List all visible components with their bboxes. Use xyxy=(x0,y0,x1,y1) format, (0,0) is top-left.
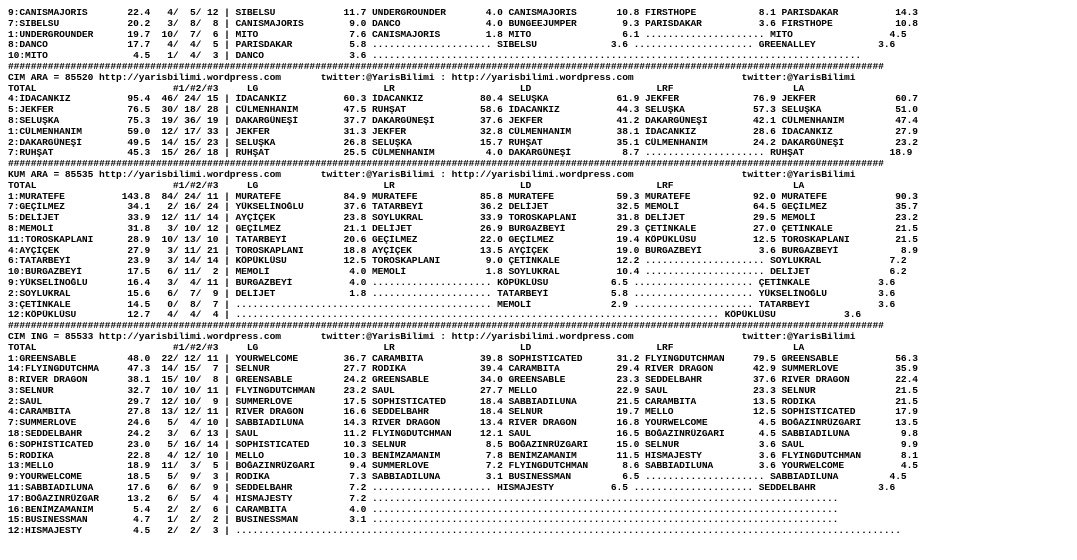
text-line: 5:DELİJET 33.9 12/ 11/ 14 | AYÇİÇEK 23.8 SOYLUKRAL 33.9 TOROSKAPLANI 31.8 DELİJET 29.5 MEMOLİ 23.2 xyxy=(8,213,918,224)
text-line: 10:MITO 4.5 1/ 4/ 3 | DANCO 3.6 ...................................................................................... xyxy=(8,51,862,62)
text-line: 3:SELNUR 32.7 10/ 10/ 11 | FLYINGDUTCHMAN 23.2 SAUL 27.7 MELLO 22.9 SAUL 23.3 SELNUR 21.5 xyxy=(8,385,918,396)
text-line: 9:YÜKSELİNOĞLU 16.4 3/ 4/ 11 | BURGAZBEYİ 4.0 ..................... KÖPÜKLÜSU 6.5 ..................... ÇETİNKALE 3.6 xyxy=(8,277,896,288)
text-line: 1:UNDERGROUNDER 19.7 10/ 7/ 6 | MITO 7.6 CANISMAJORIS 1.8 MITO 6.1 ..................... MITO 4.5 xyxy=(8,29,907,40)
text-line: 2:SAUL 29.7 12/ 10/ 9 | SUMMERLOVE 17.5 SOPHISTICATED 18.4 SABBIADILUNA 21.5 CARAMBITA 13.5 RODIKA 21.5 xyxy=(8,396,918,407)
text-line: 1:GREENSABLE 48.0 22/ 12/ 11 | YOURWELCOME 36.7 CARAMBITA 39.8 SOPHISTICATED 31.2 FLYINGDUTCHMAN 79.5 GREENSABLE 56.3 xyxy=(8,353,918,364)
text-line: 4:CARAMBITA 27.8 13/ 12/ 11 | RIVER DRAGON 16.6 SEDDELBAHR 18.4 SELNUR 19.7 MELLO 12.5 SOPHISTICATED 17.9 xyxy=(8,407,918,418)
text-line: 7:SIBELSU 20.2 3/ 8/ 8 | CANISMAJORIS 9.0 DANCO 4.0 BUNGEEJUMPER 9.3 PARISDAKAR 3.6 FIRSTHOPE 10.8 xyxy=(8,18,918,29)
text-line: 11:TOROSKAPLANI 28.9 10/ 13/ 10 | TATARBEYİ 20.6 GEÇİLMEZ 22.0 GEÇİLMEZ 19.4 KÖPÜKLÜSU 12.5 TOROSKAPLANI 21.5 xyxy=(8,234,918,245)
text-line: ########################################################################################################################################################## xyxy=(8,61,884,72)
text-line: 6:SOPHISTICATED 23.0 5/ 16/ 14 | SOPHISTICATED 10.3 SELNUR 8.5 BOĞAZINRÜZGARI 15.0 SELNUR 3.6 SAUL 9.9 xyxy=(8,439,918,450)
text-line: 12:HISMAJESTY 4.5 2/ 2/ 3 | ..................................................................................................................... xyxy=(8,526,901,537)
text-line: ########################################################################################################################################################## xyxy=(8,321,884,332)
text-line: 12:KÖPÜKLÜSU 12.7 4/ 4/ 4 | ..................................................................................... KÖPÜKLÜSU 3.6 xyxy=(8,310,862,321)
text-line: 2:SOYLUKRAL 15.6 6/ 7/ 9 | DELİJET 1.8 ..................... TATARBEYİ 5.8 ..................... YÜKSELİNOĞLU 3.6 xyxy=(8,288,896,299)
text-line: 9:YOURWELCOME 18.5 5/ 9/ 3 | RODIKA 7.3 SABBIADILUNA 3.1 BUSINESSMAN 6.5 ..................... SABBIADILUNA 4.5 xyxy=(8,472,907,483)
text-line: 1:MURATEFE 143.8 84/ 24/ 11 | MURATEFE 84.9 MURATEFE 85.8 MURATEFE 59.3 MURATEFE 92.0 MURATEFE 90.3 xyxy=(8,191,918,202)
text-line: 11:SABBIADILUNA 17.6 6/ 6/ 9 | SEDDELBAHR 7.2 ..................... HISMAJESTY 6.5 ..................... SEDDELBAHR 3.6 xyxy=(8,483,896,494)
text-line: 17:BOĞAZINRÜZGAR 13.2 6/ 5/ 4 | HISMAJESTY 7.2 .................................................................................. xyxy=(8,493,839,504)
text-line: 18:SEDDELBAHR 24.2 3/ 6/ 13 | SAUL 11.2 FLYINGDUTCHMAN 12.1 SAUL 16.5 BOĞAZINRÜZGARI 4.5 SABBIADILUNA 9.8 xyxy=(8,429,918,440)
text-line: CIM ING = 85533 http://yarisbilimi.wordpress.com twitter:@YarisBilimi : http://yarisbilimi.wordpress.com twitter:@YarisBilimi xyxy=(8,331,856,342)
text-line: ########################################################################################################################################################## xyxy=(8,159,884,170)
text-line: KUM ARA = 85535 http://yarisbilimi.wordpress.com twitter:@YarisBilimi : http://yarisbilimi.wordpress.com twitter:@YarisBilimi xyxy=(8,169,856,180)
text-line: 4:AYÇİÇEK 27.9 3/ 11/ 21 | TOROSKAPLANI 18.8 AYÇİÇEK 13.5 AYÇİÇEK 19.0 BURGAZBEYİ 3.6 BURGAZBEYİ 8.9 xyxy=(8,245,918,256)
text-line: 6:TATARBEYİ 23.9 3/ 14/ 14 | KÖPÜKLÜSU 12.5 TOROSKAPLANI 9.0 ÇETİNKALE 12.2 ..................... SOYLUKRAL 7.2 xyxy=(8,256,907,267)
text-line: 1:CÜLMENHANIM 59.0 12/ 17/ 33 | JEKFER 31.3 JEKFER 32.8 CÜLMENHANIM 38.1 İDACANKIZ 28.6 İDACANKIZ 27.9 xyxy=(8,126,918,137)
text-line: 8:MEMOLİ 31.8 3/ 10/ 12 | GEÇİLMEZ 21.1 DELİJET 26.9 BURGAZBEYİ 29.3 ÇETİNKALE 27.0 ÇETİNKALE 21.5 xyxy=(8,223,918,234)
text-line: 8:RIVER DRAGON 38.1 15/ 10/ 8 | GREENSABLE 24.2 GREENSABLE 34.0 GREENSABLE 23.3 SEDDELBAHR 37.6 RIVER DRAGON 22.4 xyxy=(8,375,918,386)
text-line: 15:BUSINESSMAN 4.7 1/ 2/ 2 | BUSINESSMAN 3.1 .................................................................................. xyxy=(8,515,839,526)
text-line: 14:FLYINGDUTCHMA 47.3 14/ 15/ 7 | SELNUR 27.7 RODIKA 39.4 CARAMBITA 29.4 RIVER DRAGON 42.9 SUMMERLOVE 35.9 xyxy=(8,364,918,375)
text-line: 9:CANISMAJORIS 22.4 4/ 5/ 12 | SIBELSU 11.7 UNDERGROUNDER 4.0 CANISMAJORIS 10.8 FIRSTHOPE 8.1 PARISDAKAR 14.3 xyxy=(8,8,918,18)
text-line: 7:GEÇİLMEZ 34.1 2/ 16/ 24 | YÜKSELİNOĞLU 37.6 TATARBEYİ 36.2 DELİJET 32.5 MEMOLİ 64.5 GEÇİLMEZ 35.7 xyxy=(8,202,918,213)
text-line: TOTAL #1/#2/#3 LG LR LD LRF LA xyxy=(8,180,805,191)
text-line: 8:DANCO 17.7 4/ 4/ 5 | PARISDAKAR 5.8 ..................... SIBELSU 3.6 ..................... GREENALLEY 3.6 xyxy=(8,40,896,51)
text-line: 2:DAKARGÜNEŞİ 49.5 14/ 15/ 23 | SELUŞKA 26.8 SELUŞKA 15.7 RUHŞAT 35.1 CÜLMENHANIM 24.2 DAKARGÜNEŞİ 23.2 xyxy=(8,137,918,148)
text-line: TOTAL #1/#2/#3 LG LR LD LRF LA xyxy=(8,342,805,353)
text-line: 7:SUMMERLOVE 24.6 5/ 4/ 10 | SABBIADILUNA 14.3 RIVER DRAGON 13.4 RIVER DRAGON 16.8 YOURWELCOME 4.5 BOĞAZINRÜZGARI 13.5 xyxy=(8,418,918,429)
text-line: 5:JEKFER 76.5 30/ 18/ 28 | CÜLMENHANIM 47.5 RUHŞAT 58.6 İDACANKIZ 44.3 SELUŞKA 57.3 SELUŞKA 51.0 xyxy=(8,105,918,116)
text-line: 10:BURGAZBEYİ 17.5 6/ 11/ 2 | MEMOLİ 4.0 MEMOLİ 1.8 SOYLUKRAL 10.4 ..................... DELİJET 6.2 xyxy=(8,267,907,278)
text-line: CIM ARA = 85520 http://yarisbilimi.wordpress.com twitter:@YarisBilimi : http://yarisbilimi.wordpress.com twitter:@YarisBilimi xyxy=(8,72,856,83)
text-line: 8:SELUŞKA 75.3 19/ 36/ 19 | DAKARGÜNEŞİ 37.7 DAKARGÜNEŞİ 37.6 JEKFER 41.2 DAKARGÜNEŞİ 42.1 CÜLMENHANIM 47.4 xyxy=(8,115,918,126)
text-line: TOTAL #1/#2/#3 LG LR LD LRF LA xyxy=(8,83,805,94)
text-line: 16:BENİMZAMANIM 5.4 2/ 2/ 6 | CARAMBITA 4.0 .................................................................................. xyxy=(8,504,839,515)
text-line: 4:İDACANKIZ 95.4 46/ 24/ 15 | İDACANKIZ 60.3 İDACANKIZ 80.4 SELUŞKA 61.9 JEKFER 76.9 JEKFER 60.7 xyxy=(8,94,918,105)
text-line: 7:RUHŞAT 45.3 15/ 26/ 18 | RUHŞAT 25.5 CÜLMENHANIM 4.0 DAKARGÜNEŞİ 8.7 ..................... RUHŞAT 18.9 xyxy=(8,148,913,159)
text-line: 13:MELLO 18.9 11/ 3/ 5 | BOĞAZINRÜZGARI 9.4 SUMMERLOVE 7.2 FLYINGDUTCHMAN 8.6 SABBIADILUNA 3.6 YOURWELCOME 4.5 xyxy=(8,461,918,472)
text-line: 3:ÇETİNKALE 14.5 0/ 8/ 7 | ............................................. MEMOLİ 2.9 ..................... TATARBEYİ 3.6 xyxy=(8,299,896,310)
text-line: 5:RODIKA 22.8 4/ 12/ 10 | MELLO 10.3 BENİMZAMANIM 7.8 BENİMZAMANIM 11.5 HISMAJESTY 3.6 FLYINGDUTCHMAN 8.1 xyxy=(8,450,918,461)
